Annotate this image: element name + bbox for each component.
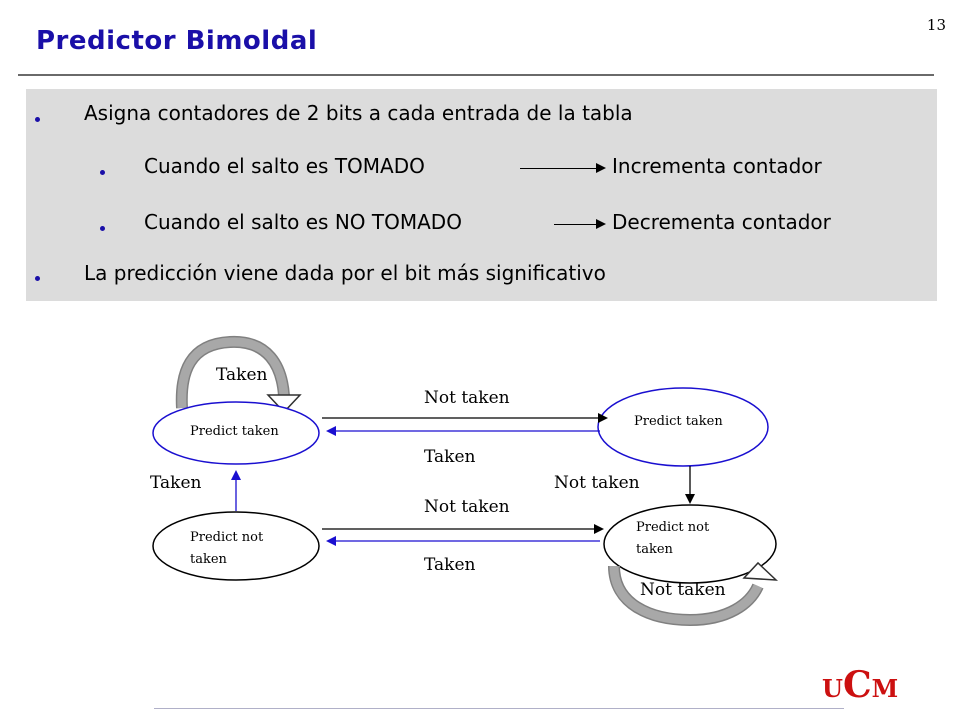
bullet-not-taken-case: Cuando el salto es NO TOMADO — [144, 210, 462, 234]
label-top-taken: Taken — [424, 447, 476, 467]
bullet-taken-case: Cuando el salto es TOMADO — [144, 154, 425, 178]
ucm-logo — [822, 664, 898, 706]
state-label-top-right: Predict taken — [634, 414, 723, 429]
label-bottom-not-taken: Not taken — [424, 497, 510, 517]
label-bottom-taken: Taken — [424, 555, 476, 575]
state-label-bottom-right-2: taken — [636, 542, 673, 557]
bullet-assign: Asigna contadores de 2 bits a cada entrada de la tabla — [84, 101, 633, 125]
bullet-prediction: La predicción viene dada por el bit más significativo — [84, 261, 606, 285]
logo-letter-u: U — [822, 674, 843, 703]
logo-letter-m: M — [871, 674, 899, 703]
label-right-not-taken: Not taken — [554, 473, 640, 493]
bullet-taken-action: Incrementa contador — [612, 154, 822, 178]
state-label-bottom-left-2: taken — [190, 552, 227, 567]
state-predict-not-taken-weak — [153, 512, 319, 580]
state-label-bottom-right-1: Predict not — [636, 520, 710, 535]
footer-divider — [154, 708, 844, 709]
label-top-not-taken: Not taken — [424, 388, 510, 408]
label-self-loop-taken: Taken — [216, 365, 268, 385]
state-label-bottom-left-1: Predict not — [190, 530, 264, 545]
slide-title: Predictor Bimoldal — [36, 26, 318, 56]
label-left-taken: Taken — [150, 473, 202, 493]
logo-letter-c: C — [842, 664, 872, 706]
page-number: 13 — [926, 16, 946, 34]
bullet-not-taken-action: Decrementa contador — [612, 210, 831, 234]
label-self-loop-not-taken: Not taken — [640, 580, 726, 600]
state-label-top-left: Predict taken — [190, 424, 279, 439]
